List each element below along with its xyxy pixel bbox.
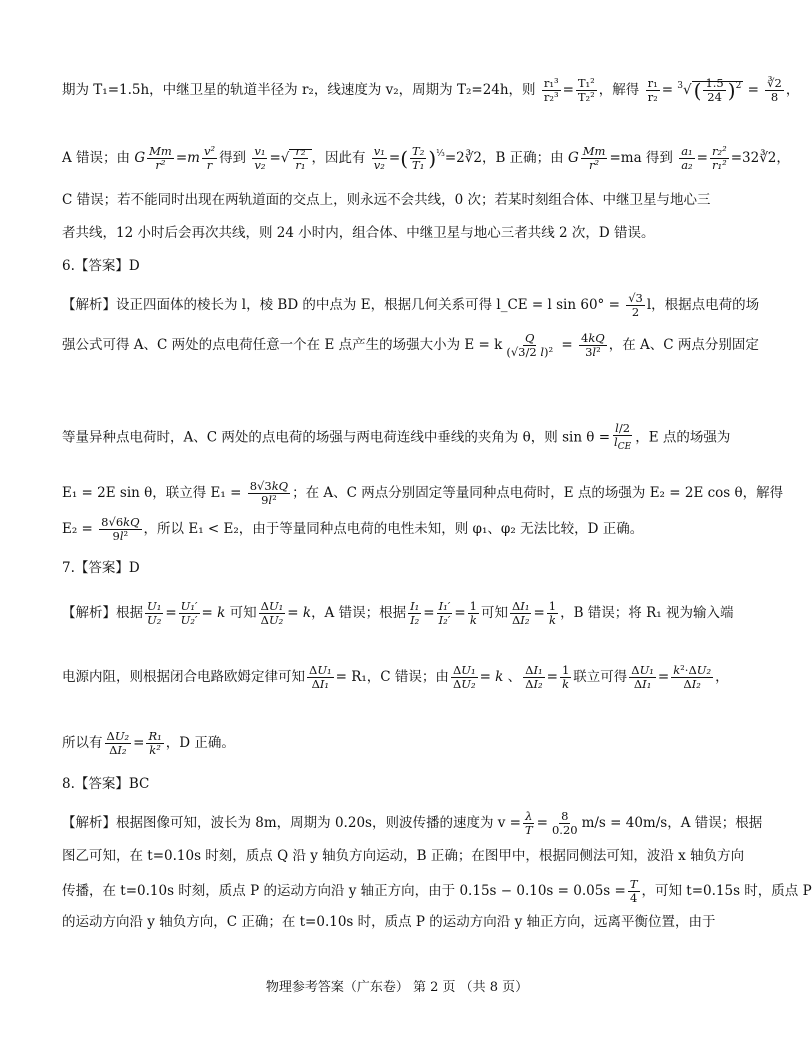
- text-run: =: [747, 82, 759, 98]
- text-run: =: [661, 82, 673, 98]
- text-run: ，E 点的场强为: [635, 429, 731, 446]
- text-line: 【解析】根据 $\frac{\text{U₁}}{\text{U₂}}$ = $\frac{\text{U₁′}}{\text{U₂′}}$ = k 可知 $\frac{\text{ΔU₁}}{\text{ΔU₂}}$ = k，A 错误；根据 $\frac{\text{I₁}}{\text{I₂}}$ = $\frac{\text{I₁′}}{\text{I₂′}}$ = $\frac{1}{k}$ 可知 $\frac{\text{ΔI₁}}{\text{ΔI₂}}$ = $\frac{1}{k}$ ，B 错误；将 R₁ 视为输入端: [62, 599, 734, 627]
- text-run: =: [388, 150, 401, 166]
- text-run: ，因此有: [311, 150, 366, 166]
- text-line: 所以有 $\frac{\text{ΔU₂}}{\text{ΔI₂}}$ = $\frac{\text{R₁}}{\text{k²}}$ ，D 正确。: [62, 729, 235, 757]
- text-run: ，解得: [598, 82, 640, 98]
- answer-heading: 6.【答案】D: [62, 258, 140, 274]
- text-line: 传播，在 t=0.10s 时刻，质点 P 的运动方向沿 y 轴正方向，由于 0.15s − 0.10s = 0.05s = $\frac{T}{4}$ ，可知 t=0.15s 时，质点 P: [62, 877, 812, 905]
- text-run: ，A 错误；根据: [667, 815, 763, 831]
- text-line: 者共线，12 小时后会再次共线，则 24 小时内，组合体、中继卫星与地心三者共线 2 次，D 错误。: [62, 225, 655, 241]
- text-line: E₂ = $\frac{8√6kQ}{\text{9l²}}$ ，所以 E₁ < E₂，由于等量同种点电荷的电性未知，则 φ₁、φ₂ 无法比较，D 正确。: [62, 515, 644, 543]
- formula-fraction: $\frac{\text{T₁²}}{\text{T₂²}}$: [577, 76, 595, 104]
- text-run: l，根据点电荷的场: [646, 297, 760, 313]
- text-run: E₂ =: [62, 521, 98, 537]
- text-run: A 错误；由: [62, 150, 131, 166]
- text-line: 强公式可得 A、C 两处的点电荷任意一个在 E 点产生的场强大小为 E = k $\frac{Q}{\text{(√3/2 l)²}}$ = $\frac{4kQ}{\text{3l²}}$ ，在 A、C 两点分别固定: [62, 331, 759, 359]
- formula-fraction: $\frac{\text{r₁}}{\text{r₂}}$: [647, 76, 658, 104]
- text-run: ，在 A、C 两点分别固定: [608, 337, 759, 353]
- text-line: 等量异种点电荷时，A、C 两处的点电荷的场强与两电荷连线中垂线的夹角为 θ，则 sin θ = $\frac{l/2}{l_{CE}}$ ，E 点的场强为: [62, 421, 731, 452]
- text-run: 电源内阻，则根据闭合电路欧姆定律可知: [62, 669, 305, 685]
- page-footer: 物理参考答案（广东卷） 第 2 页 （共 8 页）: [265, 980, 529, 995]
- text-line: E₁ = 2E sin θ，联立得 E₁ = $\frac{8√3kQ}{\text{9l²}}$ ；在 A、C 两点分别固定等量同种点电荷时，E 点的场强为 E₂ = 2E cos θ，解得: [62, 479, 784, 507]
- text-line: 【解析】设正四面体的棱长为 l，棱 BD 的中点为 E，根据几何关系可得 l_CE = l sin 60° = $\frac{√3}{2}$ l，根据点电荷的场: [62, 291, 760, 319]
- text-line: A 错误；由 G $\frac{Mm}{\text{r²}}$ =m $\frac{\text{v²}}{r}$ 得到 $\frac{\text{v₁}}{\text{v₂}}$ =√ $\frac{\text{r₂}}{\text{r₁}}$ ，因此有 $\frac{\text{v₁}}{\text{v₂}}$ =( $\frac{\text{T₂}}{\text{T₁}}$ )$^{\frac{1}{3}}$=2∛2，B 正确；由 G $\frac{Mm}{\text{r²}}$ =ma 得到 $\frac{\text{a₁}}{\text{a₂}}$ = $\frac{\text{r₂²}}{\text{r₁²}}$ =32∛2，: [62, 144, 790, 172]
- text-line: 【解析】根据图像可知，波长为 8m，周期为 0.20s，则波传播的速度为 v = $\frac{\lambda}{T}$ = $\frac{8}{0.20}$ m/s = 40m/s，A 错误；根据: [62, 809, 763, 837]
- text-run: = R₁，C 错误；由: [335, 669, 449, 685]
- text-run: =: [269, 150, 281, 166]
- text-run: ，可知 t=0.15s 时，质点 P: [641, 883, 812, 899]
- text-run: =2∛2，B 正确；由: [444, 150, 564, 166]
- text-run: ，所以 E₁ < E₂，由于等量同种点电荷的电性未知，则 φ₁、φ₂ 无法比较，D 正确。: [143, 521, 644, 537]
- text-run: 等量异种点电荷时，A、C 两处的点电荷的场强与两电荷连线中垂线的夹角为 θ，则 sin θ =: [62, 429, 611, 446]
- formula-cuberoot: $^3$√ ( $\frac{1.5}{24}$ )$^2$: [677, 76, 742, 104]
- text-run: 得到: [219, 150, 247, 166]
- text-run: =: [696, 150, 708, 166]
- text-run: 所以有: [62, 735, 103, 751]
- text-line: [62, 76, 799, 104]
- text-run: ，A 错误；根据: [311, 605, 407, 621]
- text-run: =ma 得到: [609, 150, 673, 166]
- text-run: =32∛2，: [730, 150, 790, 166]
- answer-heading: 8.【答案】BC: [62, 776, 150, 792]
- text-run: 强公式可得 A、C 两处的点电荷任意一个在 E 点产生的场强大小为 E = k: [62, 337, 503, 353]
- text-run: =: [562, 82, 574, 98]
- text-run: E₁ = 2E sin θ，联立得 E₁ =: [62, 485, 246, 501]
- text-line: 的运动方向沿 y 轴负方向，C 正确；在 t=0.10s 时，质点 P 的运动方向沿 y 轴正方向，远离平衡位置，由于: [62, 914, 716, 930]
- text-line: 电源内阻，则根据闭合电路欧姆定律可知 $\frac{\text{ΔU₁}}{\text{ΔI₁}}$ = R₁，C 错误；由 $\frac{\text{ΔU₁}}{\text{ΔU₂}}$ = k 、 $\frac{\text{ΔI₁}}{\text{ΔI₂}}$ = $\frac{1}{k}$ 联立可得 $\frac{\text{ΔU₁}}{\text{ΔI₁}}$ = $\frac{\text{k²·ΔU₂}}{\text{ΔI₂}}$ ，: [62, 663, 729, 691]
- text-run: 【解析】设正四面体的棱长为 l，棱 BD 的中点为 E，根据几何关系可得 l_CE = l sin 60° =: [62, 297, 625, 313]
- text-run: 期为 T₁=1.5h，中继卫星的轨道半径为 r₂，线速度为 v₂，周期为 T₂=24h，则: [62, 82, 536, 98]
- text-run: 联立可得: [573, 669, 628, 685]
- answer-heading: 7.【答案】D: [62, 560, 140, 576]
- text-run: 传播，在 t=0.10s 时刻，质点 P 的运动方向沿 y 轴正方向，由于 0.15s − 0.10s = 0.05s =: [62, 883, 626, 899]
- text-run: ，B 错误；将 R₁ 视为输入端: [560, 605, 734, 621]
- text-run: ；在 A、C 两点分别固定等量同种点电荷时，E 点的场强为 E₂ = 2E cos θ，解得: [292, 485, 784, 501]
- text-run: 【解析】根据: [62, 605, 143, 621]
- text-run: ，D 正确。: [165, 735, 235, 751]
- formula-fraction: $\frac{\text{r₁³}}{\text{r₂³}}$: [543, 76, 559, 104]
- text-run: =: [175, 150, 188, 166]
- text-run: ，: [785, 82, 800, 98]
- text-line: 图乙可知，在 t=0.10s 时刻，质点 Q 沿 y 轴负方向运动，B 正确；在图甲中，根据同侧法可知，波沿 x 轴负方向: [62, 848, 745, 864]
- formula-fraction: $\frac{∛2}{8}$: [767, 76, 782, 104]
- text-run: 【解析】根据图像可知，波长为 8m，周期为 0.20s，则波传播的速度为 v =: [62, 815, 521, 831]
- text-line: C 错误；若不能同时出现在两轨道面的交点上，则永远不会共线，0 次；若某时刻组合体、中继卫星与地心三: [62, 192, 711, 208]
